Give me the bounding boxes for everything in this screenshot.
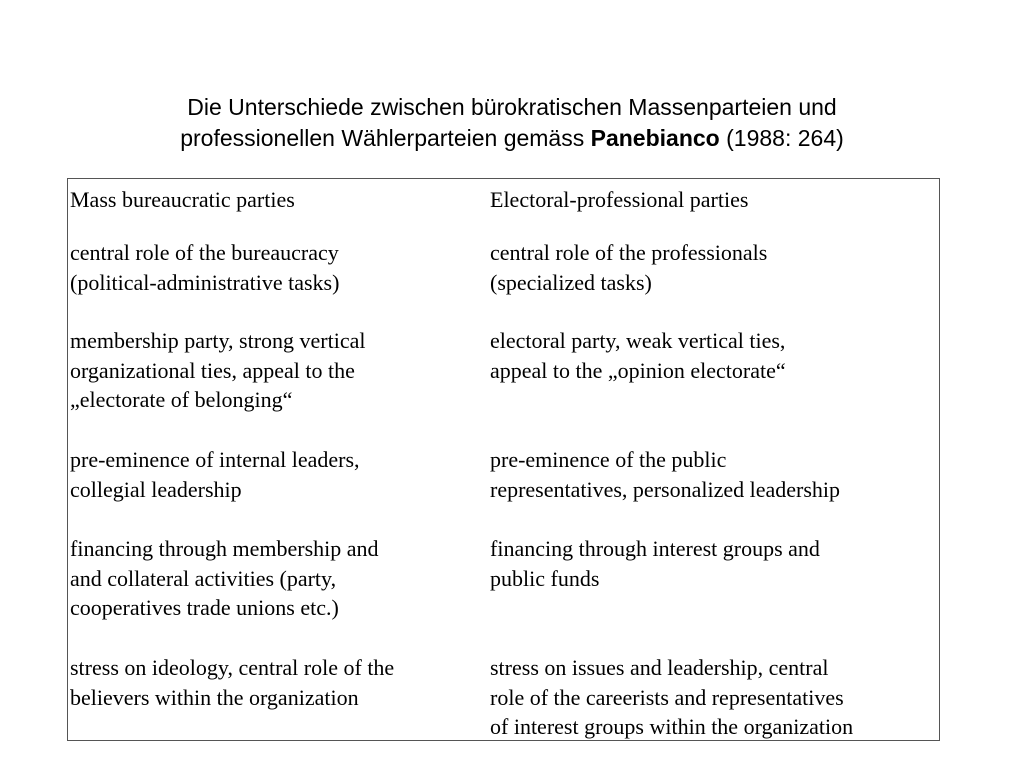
cell-line: of interest groups within the organization <box>490 714 854 739</box>
cell-line: cooperatives trade unions etc.) <box>70 595 339 620</box>
row-2-right <box>490 326 786 385</box>
cell-line: believers within the organization <box>70 684 359 710</box>
row-5-right <box>490 653 853 742</box>
title-line-2-prefix: professionellen Wählerparteien gemäss <box>180 125 591 151</box>
title-line-2 <box>40 123 984 154</box>
cell-line: role of the careerists and representatives <box>490 684 844 710</box>
header-mass-bureaucratic <box>70 185 295 215</box>
cell-line: (specialized tasks) <box>490 269 652 295</box>
row-1-left <box>70 238 339 297</box>
cell-line: financing through interest groups and <box>490 536 820 561</box>
cell-line: central role of the professionals <box>490 240 768 265</box>
cell-line: stress on issues and leadership, central <box>490 655 829 680</box>
row-2-left <box>70 326 366 415</box>
cell-line: (political-administrative tasks) <box>70 269 340 295</box>
title-line-1: Die Unterschiede zwischen bürokratischen Massenparteien und <box>187 94 837 120</box>
row-3-left <box>70 445 360 504</box>
header-label: Electoral-professional parties <box>490 187 749 212</box>
cell-line: central role of the bureaucracy <box>70 240 339 265</box>
row-1-right <box>490 238 767 297</box>
title-author: Panebianco <box>590 125 720 151</box>
row-3-right <box>490 445 840 504</box>
row-5-left <box>70 653 394 712</box>
cell-line: electoral party, weak vertical ties, <box>490 328 786 353</box>
cell-line: pre-eminence of internal leaders, <box>70 447 360 472</box>
cell-line: stress on ideology, central role of the <box>70 655 395 680</box>
row-4-left <box>70 534 379 623</box>
cell-line: and collateral activities (party, <box>70 565 337 591</box>
cell-line: collegial leadership <box>70 476 242 502</box>
cell-line: membership party, strong vertical <box>70 328 366 353</box>
slide-title <box>40 92 984 154</box>
header-electoral-professional <box>490 185 748 215</box>
cell-line: appeal to the „opinion electorate“ <box>490 357 786 383</box>
cell-line: representatives, personalized leadership <box>490 476 841 502</box>
cell-line: organizational ties, appeal to the <box>70 357 355 383</box>
cell-line: „electorate of belonging“ <box>70 387 293 412</box>
title-line-2-suffix: (1988: 264) <box>719 125 844 151</box>
comparison-table <box>67 178 940 741</box>
header-label: Mass bureaucratic parties <box>70 187 295 212</box>
cell-line: pre-eminence of the public <box>490 447 727 472</box>
row-4-right <box>490 534 820 593</box>
cell-line: financing through membership and <box>70 536 379 561</box>
cell-line: public funds <box>490 565 600 591</box>
